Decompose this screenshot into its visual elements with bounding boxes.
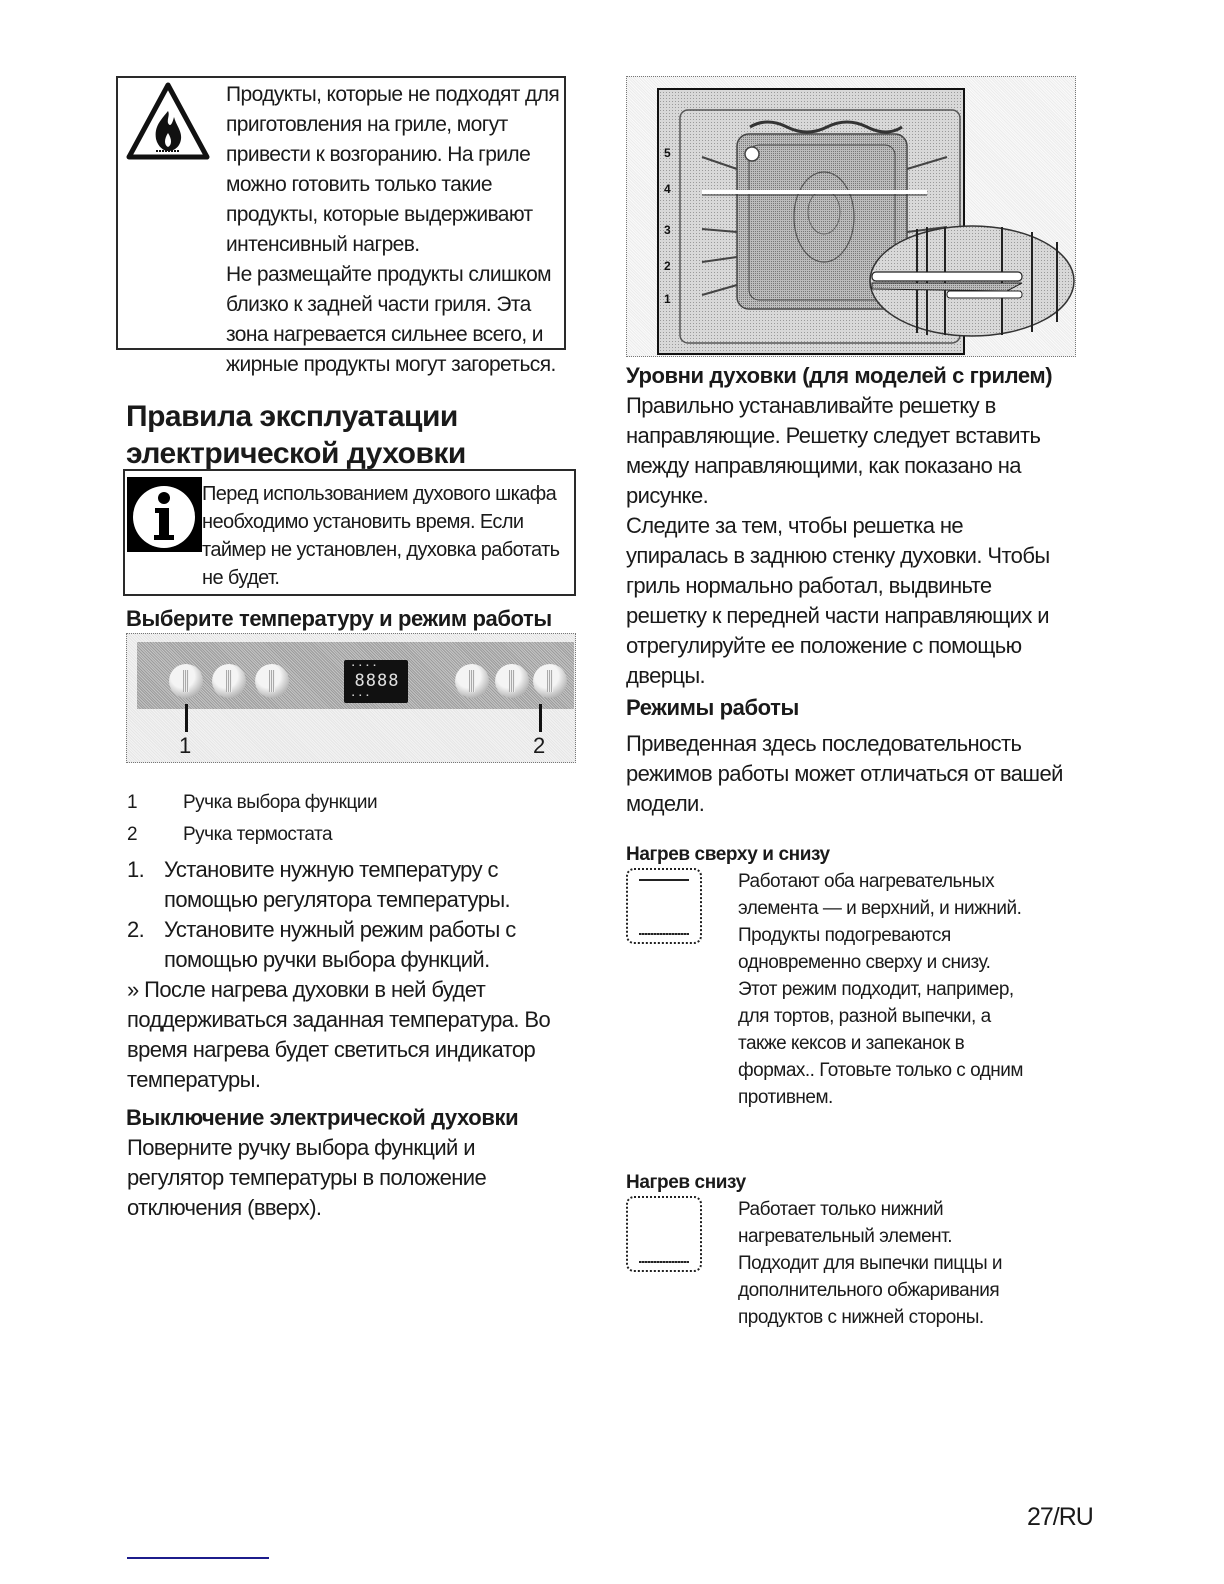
- text-line: продуктов с нижней стороны.: [738, 1307, 984, 1328]
- text-line: режимов работы может отличаться от вашей: [626, 761, 1063, 786]
- text-line: регулятор температуры в положение: [127, 1165, 487, 1190]
- warning-line: продукты, которые выдерживают: [226, 203, 533, 226]
- text-line: между направляющими, как показано на: [626, 453, 1021, 478]
- legend-number: 1: [127, 792, 138, 813]
- text-line: гриль нормально работал, выдвиньте: [626, 573, 992, 598]
- fire-warning-box: [116, 76, 566, 376]
- oven-shelf-levels-figure: [626, 76, 1076, 357]
- oven-interior-illustration: [627, 77, 1075, 356]
- info-line: Перед использованием духового шкафа: [202, 483, 557, 505]
- info-note-text: [202, 480, 574, 592]
- step-line: Установите нужный режим работы с: [164, 917, 516, 942]
- text-line: Работает только нижний: [738, 1199, 944, 1220]
- text-line: отключения (вверх).: [127, 1195, 322, 1220]
- legend-number: 2: [127, 824, 138, 845]
- step-line: помощью регулятора температуры.: [164, 887, 511, 912]
- display-icons: ▪▪▪: [352, 693, 374, 699]
- switch-off-text: [127, 1133, 486, 1223]
- step-item: [127, 855, 550, 915]
- top-bottom-heat-icon: [626, 868, 702, 944]
- mode-title-bottom-heat: Нагрев снизу: [626, 1172, 746, 1193]
- text-line: одновременно сверху и снизу.: [738, 952, 991, 973]
- steps-list: [127, 855, 550, 1095]
- step-line: Установите нужную температуру с: [164, 857, 498, 882]
- step-line: помощью ручки выбора функций.: [164, 947, 490, 972]
- display-icons: ▪▪▪▪: [352, 663, 381, 669]
- control-panel-figure: [126, 633, 576, 763]
- text-line: противнем.: [738, 1087, 833, 1108]
- text-line: рисунке.: [626, 483, 709, 508]
- warning-line: зона нагревается сильнее всего, и: [226, 323, 543, 346]
- info-note-box: [123, 469, 576, 596]
- level-label-2: 2: [664, 259, 671, 273]
- warning-line: жирные продукты могут загореться.: [226, 353, 556, 376]
- legend-label: Ручка термостата: [183, 824, 333, 845]
- hob-knob: [212, 664, 246, 698]
- function-knob: [169, 664, 203, 698]
- warning-line: приготовления на гриле, могут: [226, 113, 508, 136]
- display-digits: 8888: [354, 671, 400, 691]
- warning-line: можно готовить только такие: [226, 173, 492, 196]
- operating-modes-intro: [626, 729, 1063, 819]
- hob-knob: [255, 664, 289, 698]
- bottom-heat-icon: [626, 1196, 702, 1272]
- info-line: необходимо установить время. Если: [202, 511, 524, 533]
- result-line: температуры.: [127, 1067, 261, 1092]
- warning-line: интенсивный нагрев.: [226, 233, 420, 256]
- legend-label: Ручка выбора функции: [183, 792, 378, 813]
- title-line: Правила эксплуатации: [126, 400, 458, 433]
- operating-modes-heading: Режимы работы: [626, 695, 799, 720]
- text-line: Подходит для выпечки пиццы и: [738, 1253, 1003, 1274]
- text-line: дополнительного обжаривания: [738, 1280, 1000, 1301]
- timer-display: [344, 660, 408, 703]
- page-number: 27/RU: [1027, 1503, 1093, 1531]
- text-line: Приведенная здесь последовательность: [626, 731, 1022, 756]
- legend-item: [127, 821, 377, 853]
- legend-item: [127, 789, 377, 821]
- text-line: решетку к передней части направляющих и: [626, 603, 1049, 628]
- text-line: модели.: [626, 791, 705, 816]
- hob-knob: [455, 664, 489, 698]
- text-line: отрегулируйте ее положение с помощью: [626, 633, 1022, 658]
- text-line: Правильно устанавливайте решетку в: [626, 393, 996, 418]
- oven-levels-text: [626, 391, 1050, 691]
- mode-description-bottom-heat: [738, 1196, 1002, 1331]
- page-title: [126, 398, 466, 472]
- level-label-5: 5: [664, 146, 671, 160]
- warning-line: Продукты, которые не подходят для: [226, 83, 560, 106]
- switch-off-heading: Выключение электрической духовки: [126, 1105, 519, 1130]
- text-line: дверцы.: [626, 663, 706, 688]
- text-line: элемента — и верхний, и нижний.: [738, 898, 1022, 919]
- thermostat-knob: [533, 664, 567, 698]
- text-line: упиралась в заднюю стенку духовки. Чтобы: [626, 543, 1050, 568]
- text-line: Работают оба нагревательных: [738, 871, 995, 892]
- info-line: не будет.: [202, 567, 280, 589]
- text-line: Следите за тем, чтобы решетка не: [626, 513, 964, 538]
- step-number: 2.: [127, 917, 145, 942]
- step-number: 1.: [127, 857, 145, 882]
- level-label-3: 3: [664, 223, 671, 237]
- control-panel-strip: [137, 642, 574, 709]
- warning-line: близко к задней части гриля. Эта: [226, 293, 531, 316]
- text-line: направляющие. Решетку следует вставить: [626, 423, 1041, 448]
- text-line: Продукты подогреваются: [738, 925, 951, 946]
- text-line: Этот режим подходит, например,: [738, 979, 1014, 1000]
- text-line: нагревательный элемент.: [738, 1226, 953, 1247]
- level-label-4: 4: [664, 182, 671, 196]
- callout-number: 1: [179, 733, 192, 758]
- level-label-1: 1: [664, 292, 671, 306]
- title-line: электрической духовки: [126, 437, 466, 470]
- mode-title-top-bottom-heat: Нагрев сверху и снизу: [626, 844, 830, 865]
- callout-line: [539, 704, 542, 732]
- warning-line: привести к возгоранию. На гриле: [226, 143, 531, 166]
- callout-line: [185, 704, 188, 732]
- select-mode-heading: Выберите температуру и режим работы: [126, 606, 552, 631]
- figure-legend: [127, 789, 377, 853]
- fire-warning-text: [226, 80, 566, 380]
- hob-knob: [495, 664, 529, 698]
- mode-description-top-bottom-heat: [738, 868, 1023, 1111]
- result-line: поддерживаться заданная температура. Во: [127, 1007, 551, 1032]
- oven-levels-heading: Уровни духовки (для моделей с грилем): [626, 363, 1053, 388]
- step-item: [127, 915, 550, 975]
- info-icon: [127, 477, 202, 552]
- text-line: для тортов, разной выпечки, а: [738, 1006, 991, 1027]
- fire-warning-icon: [126, 81, 210, 163]
- result-line: » После нагрева духовки в ней будет: [127, 977, 486, 1002]
- text-line: формах.. Готовьте только с одним: [738, 1060, 1023, 1081]
- info-line: таймер не установлен, духовка работать: [202, 539, 560, 561]
- callout-number: 2: [533, 733, 546, 758]
- text-line: также кексов и запеканок в: [738, 1033, 965, 1054]
- result-line: время нагрева будет светиться индикатор: [127, 1037, 536, 1062]
- warning-line: Не размещайте продукты слишком: [226, 263, 551, 286]
- text-line: Поверните ручку выбора функций и: [127, 1135, 475, 1160]
- footer-rule: [127, 1557, 269, 1559]
